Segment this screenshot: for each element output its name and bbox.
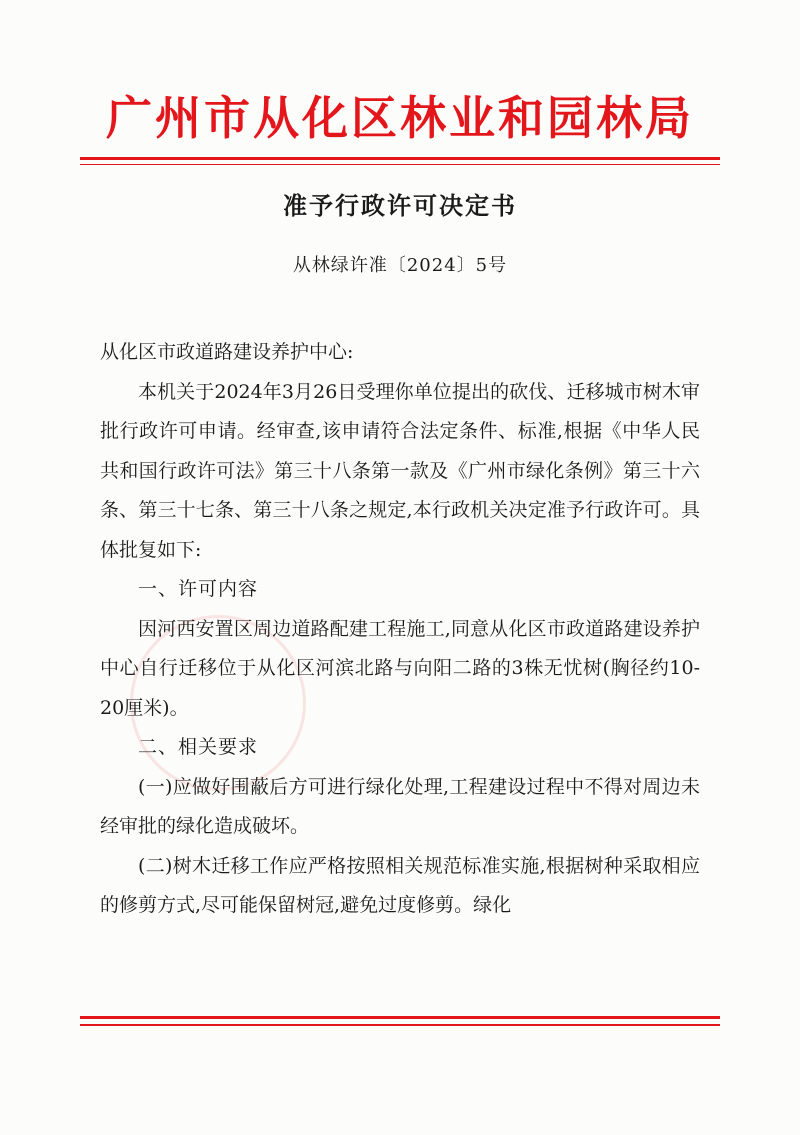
recipient-line: 从化区市政道路建设养护中心: — [100, 341, 354, 363]
intro-paragraph: 本机关于2024年3月26日受理你单位提出的砍伐、迁移城市树木审批行政许可申请。经审查,该申请符合法定条件、标准,根据《中华人民共和国行政许可法》第三十八条第一款及《广州市绿化条例》第三十六条、第三十七条、第三十八条之规定,本行政机关决定准予行政许可。具体批复如下: — [100, 380, 700, 561]
document-body — [100, 333, 700, 926]
agency-header-title: 广州市从化区林业和园林局 — [106, 91, 694, 145]
requirement-1-paragraph: (一)应做好围蔽后方可进行绿化处理,工程建设过程中不得对周边未经审批的绿化造成破坏。 — [100, 775, 700, 837]
document-number: 从林绿许准〔2024〕5号 — [292, 255, 508, 276]
section-heading-requirements: 二、相关要求 — [138, 736, 259, 758]
footer-rule-thick — [80, 1016, 720, 1019]
permit-content-paragraph: 因河西安置区周边道路配建工程施工,同意从化区市政道路建设养护中心自行迁移位于从化区河滨北路与向阳二路的3株无忧树(胸径约10-20厘米)。 — [100, 617, 700, 719]
document-title: 准予行政许可决定书 — [283, 191, 517, 220]
footer-rule-thin — [80, 1024, 720, 1026]
requirement-2-paragraph: (二)树木迁移工作应严格按照相关规范标准实施,根据树种采取相应的修剪方式,尽可能保留树冠,避免过度修剪。绿化 — [100, 854, 700, 916]
header-rule-thick — [80, 157, 720, 160]
section-heading-permit-content: 一、许可内容 — [138, 578, 259, 600]
header-rule-thin — [80, 164, 720, 165]
